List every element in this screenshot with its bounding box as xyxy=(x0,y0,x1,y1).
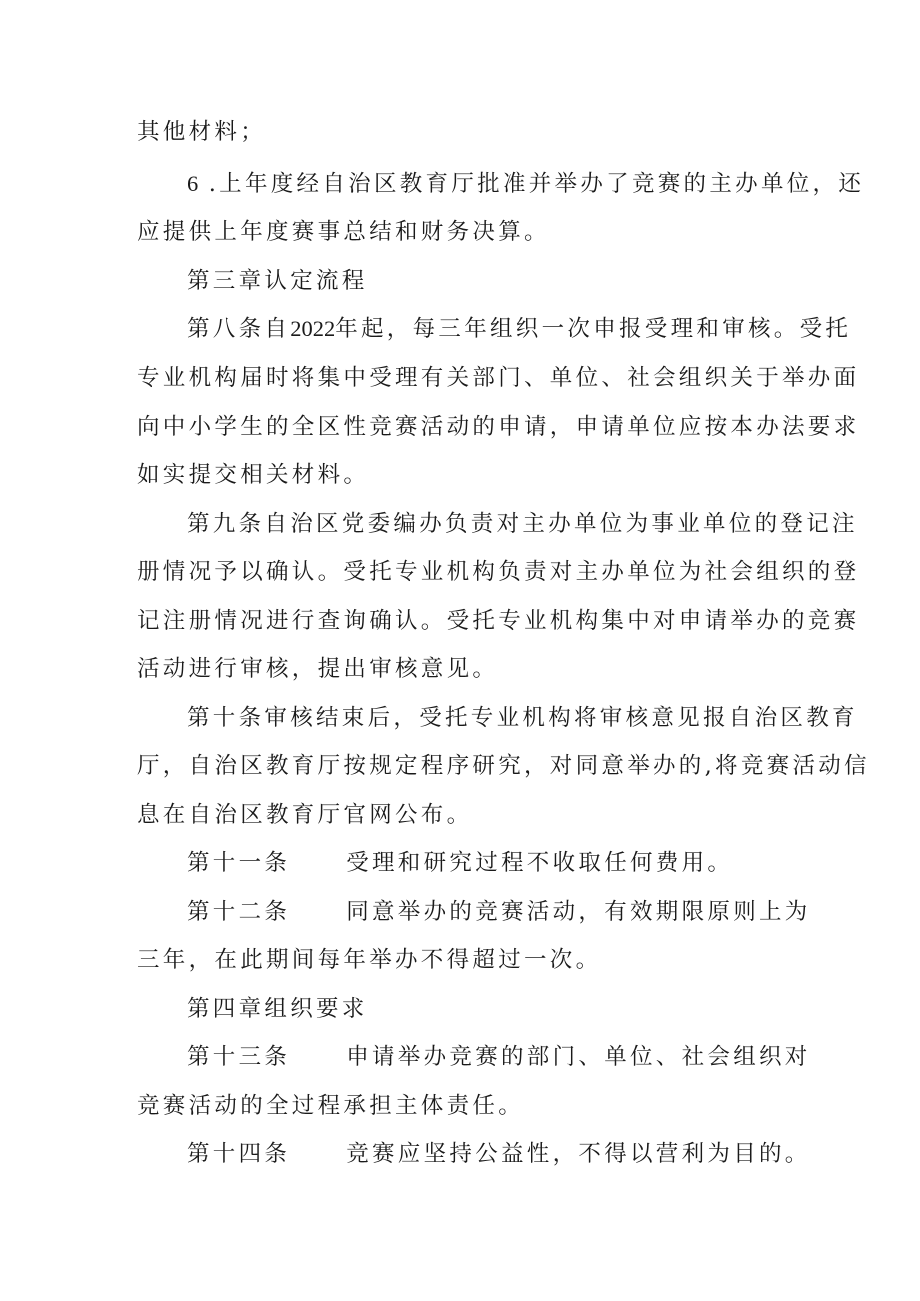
article-8-prefix: 第八条自 xyxy=(187,316,291,342)
article-9-line-4: 活动进行审核，提出审核意见。 xyxy=(137,656,499,682)
article-11-label: 第十一条 xyxy=(187,850,291,876)
paragraph-line: 其他材料； xyxy=(137,119,267,145)
chapter-3-heading: 第三章认定流程 xyxy=(187,268,368,294)
article-10-line-2: 厅，自治区教育厅按规定程序研究，对同意举办的,将竞赛活动信 xyxy=(137,753,870,779)
article-8-line-3: 向中小学生的全区性竞赛活动的申请，申请单位应按本办法要求 xyxy=(137,414,860,440)
chapter-4-heading: 第四章组织要求 xyxy=(187,996,368,1022)
article-9-line-1: 第九条自治区党委编办负责对主办单位为事业单位的登记注 xyxy=(187,511,858,537)
article-14-line xyxy=(187,1132,811,1176)
article-10-line-3: 息在自治区教育厅官网公布。 xyxy=(137,802,473,828)
article-11-text: 受理和研究过程不收取任何费用。 xyxy=(346,850,734,876)
year-number: 2022 xyxy=(290,316,336,341)
article-11-line xyxy=(187,841,733,885)
article-12-label: 第十二条 xyxy=(187,899,291,925)
article-12-line-2: 三年，在此期间每年举办不得超过一次。 xyxy=(137,947,602,973)
article-9-line-2: 册情况予以确认。受托专业机构负责对主办单位为社会组织的登 xyxy=(137,559,860,585)
article-13-text: 申请举办竞赛的部门、单位、社会组织对 xyxy=(346,1044,811,1070)
article-14-label: 第十四条 xyxy=(187,1141,291,1167)
article-13-label: 第十三条 xyxy=(187,1044,291,1070)
article-12-line-1 xyxy=(187,890,811,934)
article-10-line-1: 第十条审核结束后，受托专业机构将审核意见报自治区教育 xyxy=(187,705,858,731)
article-13-line-1 xyxy=(187,1035,811,1079)
article-13-line-2: 竞赛活动的全过程承担主体责任。 xyxy=(137,1093,525,1119)
item-6-line-2: 应提供上年度赛事总结和财务决算。 xyxy=(137,219,550,245)
article-8-suffix: 年起，每三年组织一次申报受理和审核。受托 xyxy=(335,316,852,342)
article-8-line-1 xyxy=(187,307,851,351)
article-9-line-3: 记注册情况进行查询确认。受托专业机构集中对申请举办的竞赛 xyxy=(137,608,860,634)
article-8-line-2: 专业机构届时将集中受理有关部门、单位、社会组织关于举办面 xyxy=(137,365,860,391)
item-6-line-1 xyxy=(187,162,864,206)
article-8-line-4: 如实提交相关材料。 xyxy=(137,462,370,488)
item-text: .上年度经自治区教育厅批准并举办了竞赛的主办单位，还 xyxy=(198,171,865,197)
article-14-text: 竞赛应坚持公益性，不得以营利为目的。 xyxy=(346,1141,811,1167)
article-12-text: 同意举办的竞赛活动，有效期限原则上为 xyxy=(346,899,811,925)
item-number: 6 xyxy=(187,171,199,196)
